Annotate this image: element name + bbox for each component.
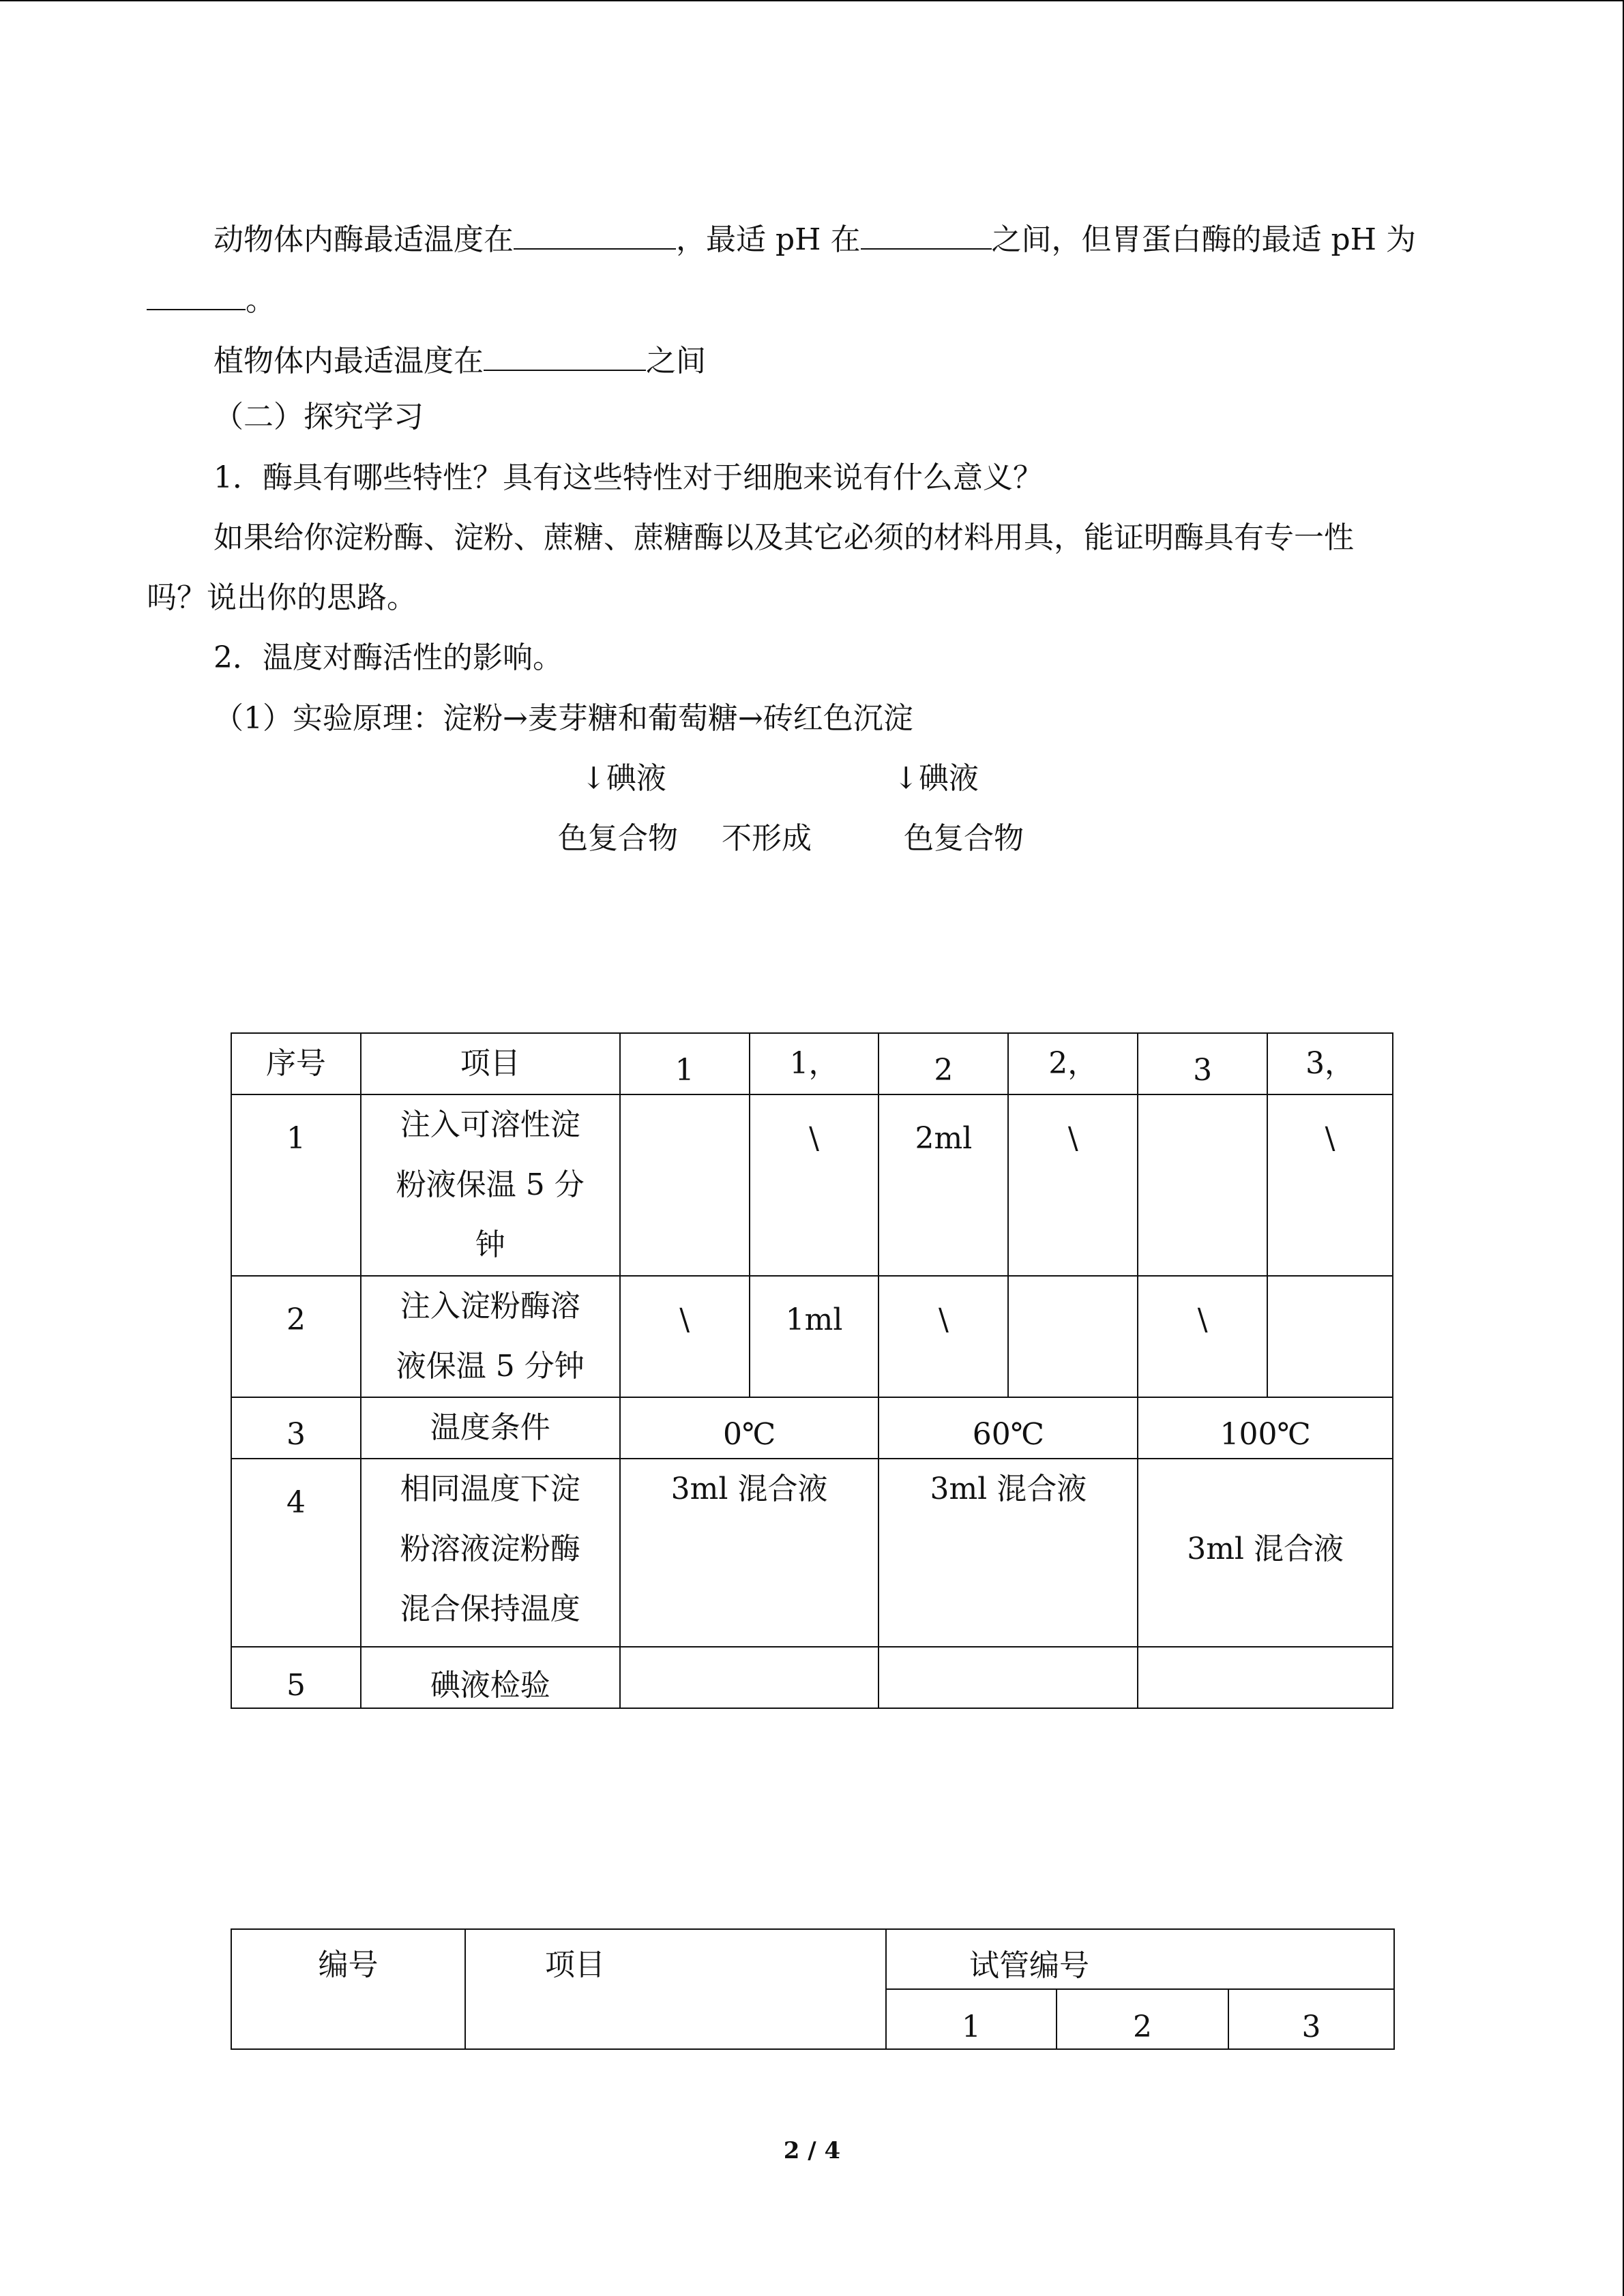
paragraph-pepsin-blank (147, 282, 276, 316)
page-number: 2 / 4 (783, 2137, 841, 2164)
row4-mix-3: 3ml 混合液 (1138, 1459, 1393, 1647)
row1-tube-1p: \ (750, 1094, 879, 1276)
row3-item: 温度条件 (361, 1397, 620, 1459)
header-tube-1p: 1， (750, 1033, 879, 1094)
text-between: 之间 (646, 344, 706, 378)
header-tube-3p: 3， (1267, 1033, 1393, 1094)
tube-header-item: 项目 (465, 1929, 886, 2049)
tube-1: 1 (886, 1989, 1057, 2049)
section-heading-inquiry: （二）探究学习 (213, 400, 424, 434)
header-item: 项目 (361, 1033, 620, 1094)
row4-item-line3: 混合保持温度 (400, 1592, 580, 1626)
question-1-followup-line1: 如果给你淀粉酶、淀粉、蔗糖、蔗糖酶以及其它必须的材料用具，能证明酶具有专一性 (213, 520, 1354, 555)
row4-no: 4 (231, 1459, 361, 1647)
row2-tube-3p[interactable] (1267, 1276, 1393, 1397)
row1-tube-2p: \ (1008, 1094, 1138, 1276)
header-tube-2: 2 (879, 1033, 1008, 1094)
row1-tube-3[interactable] (1138, 1094, 1267, 1276)
row5-result-2[interactable] (879, 1647, 1138, 1708)
row3-no: 3 (231, 1397, 361, 1459)
row4-item (361, 1459, 620, 1647)
row5-result-1[interactable] (620, 1647, 879, 1708)
paragraph-plant-enzyme (213, 342, 706, 376)
table-row (231, 1397, 1393, 1459)
row2-tube-1p: 1ml (750, 1276, 879, 1397)
tube-header-no: 编号 (231, 1929, 465, 2049)
row1-item-line1: 注入可溶性淀 (400, 1107, 580, 1142)
row3-temp-100: 100℃ (1138, 1397, 1393, 1459)
tube-2: 2 (1057, 1989, 1228, 2049)
row2-tube-2p[interactable] (1008, 1276, 1138, 1397)
text-period: 。 (246, 283, 276, 318)
paragraph-animal-enzyme (213, 221, 1416, 255)
table-row (231, 1647, 1393, 1708)
experiment-table (231, 1032, 1393, 1709)
text-plant-temp: 植物体内最适温度在 (213, 344, 484, 378)
row2-item (361, 1276, 620, 1397)
header-seq: 序号 (231, 1033, 361, 1094)
tube-table-header-row (231, 1929, 1394, 1989)
row2-tube-3: \ (1138, 1276, 1267, 1397)
iodine-arrow-2: ↓碘液 (894, 761, 979, 796)
table-header-row (231, 1033, 1393, 1094)
blank-animal-temp[interactable] (514, 221, 676, 250)
row1-item-line3: 钟 (475, 1227, 505, 1262)
row1-item-line2: 粉液保温 5 分 (396, 1167, 585, 1202)
row5-result-3[interactable] (1138, 1647, 1393, 1708)
header-tube-1: 1 (620, 1033, 750, 1094)
row2-item-line2: 液保温 5 分钟 (396, 1349, 585, 1384)
row2-item-line1: 注入淀粉酶溶 (400, 1289, 580, 1324)
header-tube-3: 3 (1138, 1033, 1267, 1094)
iodine-arrow-1: ↓碘液 (581, 761, 666, 796)
question-1: 1．酶具有哪些特性？具有这些特性对于细胞来说有什么意义？ (213, 460, 1043, 495)
row4-mix-2: 3ml 混合液 (879, 1459, 1138, 1647)
tube-header-numbers: 试管编号 (886, 1929, 1394, 1989)
row1-no: 1 (231, 1094, 361, 1276)
row1-item (361, 1094, 620, 1276)
row4-item-line2: 粉溶液淀粉酶 (400, 1532, 580, 1566)
header-tube-2p: 2， (1008, 1033, 1138, 1094)
row4-item-line1: 相同温度下淀 (400, 1472, 580, 1506)
row5-no: 5 (231, 1647, 361, 1708)
table-row (231, 1094, 1393, 1276)
row5-item: 碘液检验 (361, 1647, 620, 1708)
table-row (231, 1276, 1393, 1397)
row3-temp-0: 0℃ (620, 1397, 879, 1459)
row1-tube-2: 2ml (879, 1094, 1008, 1276)
result-not-formed: 不形成 (722, 821, 812, 856)
result-complex-1: 色复合物 (558, 821, 678, 856)
row1-tube-3p: \ (1267, 1094, 1393, 1276)
blank-animal-ph[interactable] (861, 221, 992, 250)
text-animal-temp: 动物体内酶最适温度在 (213, 222, 514, 257)
question-2: 2．温度对酶活性的影响。 (213, 640, 563, 675)
row2-tube-2: \ (879, 1276, 1008, 1397)
blank-plant-temp[interactable] (484, 342, 646, 371)
tube-3: 3 (1228, 1989, 1394, 2049)
question-1-followup-line2: 吗？说出你的思路。 (147, 580, 417, 615)
experiment-principle: （1）实验原理：淀粉→麦芽糖和葡萄糖→砖红色沉淀 (213, 701, 913, 736)
row1-tube-1[interactable] (620, 1094, 750, 1276)
row2-tube-1: \ (620, 1276, 750, 1397)
tube-table (231, 1928, 1395, 2050)
result-complex-2: 色复合物 (904, 821, 1024, 856)
row4-mix-1: 3ml 混合液 (620, 1459, 879, 1647)
text-pepsin-ph: 之间，但胃蛋白酶的最适 pH 为 (991, 222, 1417, 257)
row3-temp-60: 60℃ (879, 1397, 1138, 1459)
row2-no: 2 (231, 1276, 361, 1397)
blank-pepsin-ph[interactable] (147, 282, 246, 310)
text-optimal-ph: ，最适 pH 在 (676, 222, 861, 257)
table-row (231, 1459, 1393, 1647)
